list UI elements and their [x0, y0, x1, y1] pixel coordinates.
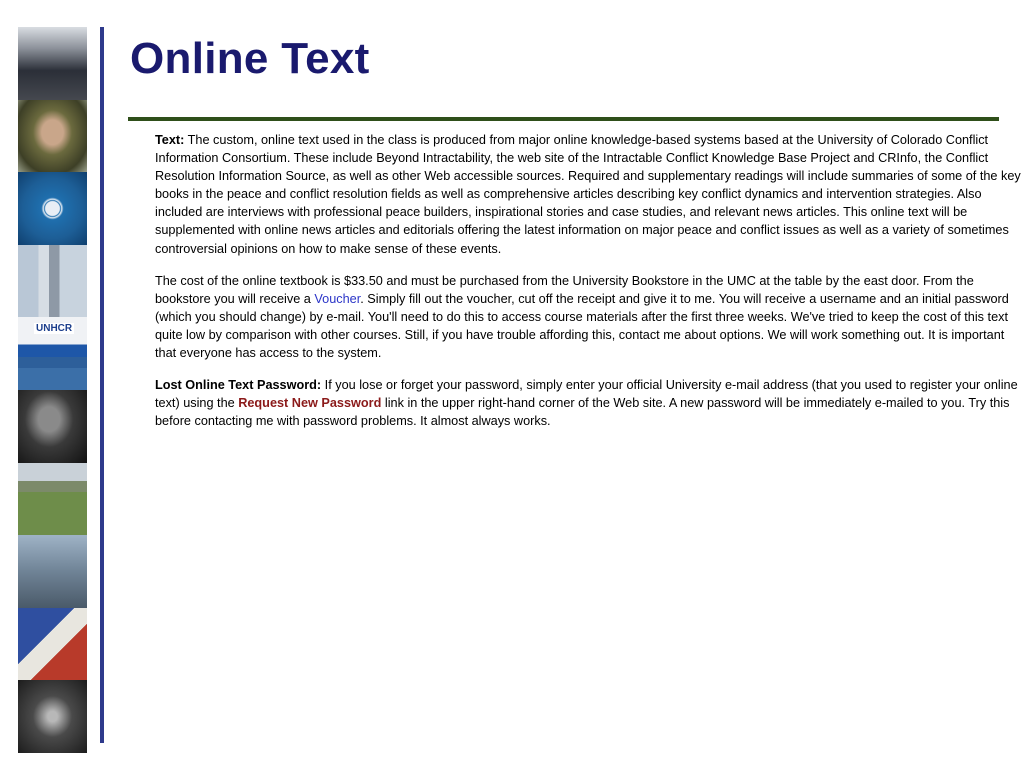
mlk-portrait-photo [18, 390, 87, 463]
body-text [155, 131, 1023, 444]
title-rule [128, 117, 999, 121]
unhcr-label: UNHCR [36, 323, 73, 335]
text-label: Text: [155, 133, 185, 147]
lost-password-paragraph [155, 376, 1023, 430]
lost-body-after: link in the upper right-hand corner of the Web site. A new password will be immediately e-mailed to you. Try this before contacting me with password problems. It almost always works. [155, 396, 1010, 429]
photo-strip [18, 27, 87, 753]
lost-body-before: If you lose or forget your password, simply enter your official University e-mail address (that you used to register your online text) using the [155, 378, 1018, 411]
cemetery-photo [18, 463, 87, 536]
page-title: Online Text [130, 34, 370, 83]
soldier-photo [18, 100, 87, 173]
text-body: The custom, online text used in the class is produced from major online knowledge-based systems based at the University of Colorado Conflict Information Consortium. These include Beyond Intractability, the web site of the Intractable Conflict Knowledge Base Project and CRInfo, the Conflict Resolution Information Source, as well as other Web accessible sources. Required and supplementary readings will include summaries of some of the key books in the peace and conflict resolution fields as well as comprehensive articles describing key conflict dynamics and intervention strategies. Also included are interviews with professional peace builders, inspirational stories and case studies, and relevant news articles. This online text will be supplemented with online news articles and editorials offering the latest information on major peace and conflict issues as well as a variety of sometimes controversial opinions on how to make sense of these events. [155, 133, 1021, 256]
cost-paragraph [155, 272, 1023, 362]
cost-body-after: . Simply fill out the voucher, cut off the receipt and give it to me. You will receive a username and an initial password (which you should change) by e-mail. You'll need to do this to access course materials after the first three weeks. We've tried to keep the cost of this text quite low by comparison with other courses. Still, if you have trouble affording this, contact me about options. We will work something out. It is important that everyone has access to the system. [155, 291, 1009, 361]
riot-police-photo [18, 27, 87, 100]
burning-tower-photo [18, 245, 87, 318]
text-paragraph [155, 131, 1023, 258]
cost-body-before: The cost of the online textbook is $33.50 and must be purchased from the University Bookstore in the UMC at the table by the east door. From the bookstore you will receive a [155, 273, 974, 306]
unhcr-refugees-photo [18, 317, 87, 390]
vertical-divider [100, 27, 104, 743]
voucher-link[interactable]: Voucher [314, 291, 361, 306]
un-emblem-photo [18, 172, 87, 245]
fighter-jet-photo [18, 535, 87, 608]
protest-signs-photo [18, 608, 87, 681]
lost-password-label: Lost Online Text Password: [155, 378, 322, 393]
handcuffs-photo [18, 680, 87, 753]
request-new-password-link[interactable]: Request New Password [238, 396, 382, 411]
